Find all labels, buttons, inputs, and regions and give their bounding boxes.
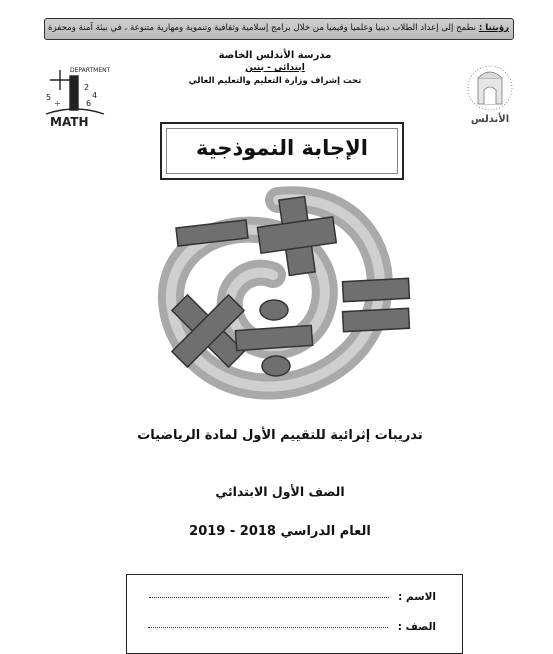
svg-text:6: 6 — [86, 99, 92, 108]
vision-banner — [44, 18, 514, 40]
name-label: الاسم : — [398, 591, 436, 603]
name-field[interactable] — [149, 596, 389, 598]
dept-logo-math: MATH — [50, 115, 89, 129]
academic-year: العام الدراسي 2018 - 2019 — [189, 524, 371, 539]
page-title: الإجابة النموذجية — [196, 136, 368, 160]
math-symbols-illustration — [138, 170, 418, 410]
name-row — [149, 591, 437, 607]
class-field[interactable] — [148, 626, 388, 628]
student-info-box — [126, 574, 463, 654]
svg-text:4: 4 — [92, 91, 98, 100]
supervision-line: تحت إشراف وزارة التعليم والتعليم العالي — [188, 76, 362, 86]
svg-text:÷: ÷ — [54, 99, 61, 108]
math-department-logo — [40, 60, 110, 130]
vision-text: نطمح إلى إعداد الطلاب دينيا وعلميا وقيميا من خلال برامج إسلامية وثقافية وتنموية ومهارية متنوعة ، في بيئة آمنة ومحفزة — [48, 23, 477, 33]
grade-line: الصف الأول الابتدائي — [215, 484, 345, 499]
school-logo-word: الأندلس — [470, 114, 510, 125]
divide-symbol — [235, 300, 312, 376]
dept-logo-word: DEPARTMENT — [70, 67, 110, 74]
vision-label: رؤيتنا : — [478, 23, 509, 33]
class-label: الصف : — [397, 621, 436, 633]
class-row — [148, 621, 436, 637]
subject-line: تدريبات إثرائية للتقييم الأول لمادة الرياضيات — [137, 428, 423, 443]
school-section: ابتدائي - بنين — [245, 63, 305, 73]
school-name: مدرسة الأندلس الخاصة — [218, 50, 332, 61]
svg-text:2: 2 — [84, 83, 90, 92]
svg-text:5: 5 — [46, 93, 52, 102]
school-logo — [460, 60, 520, 130]
